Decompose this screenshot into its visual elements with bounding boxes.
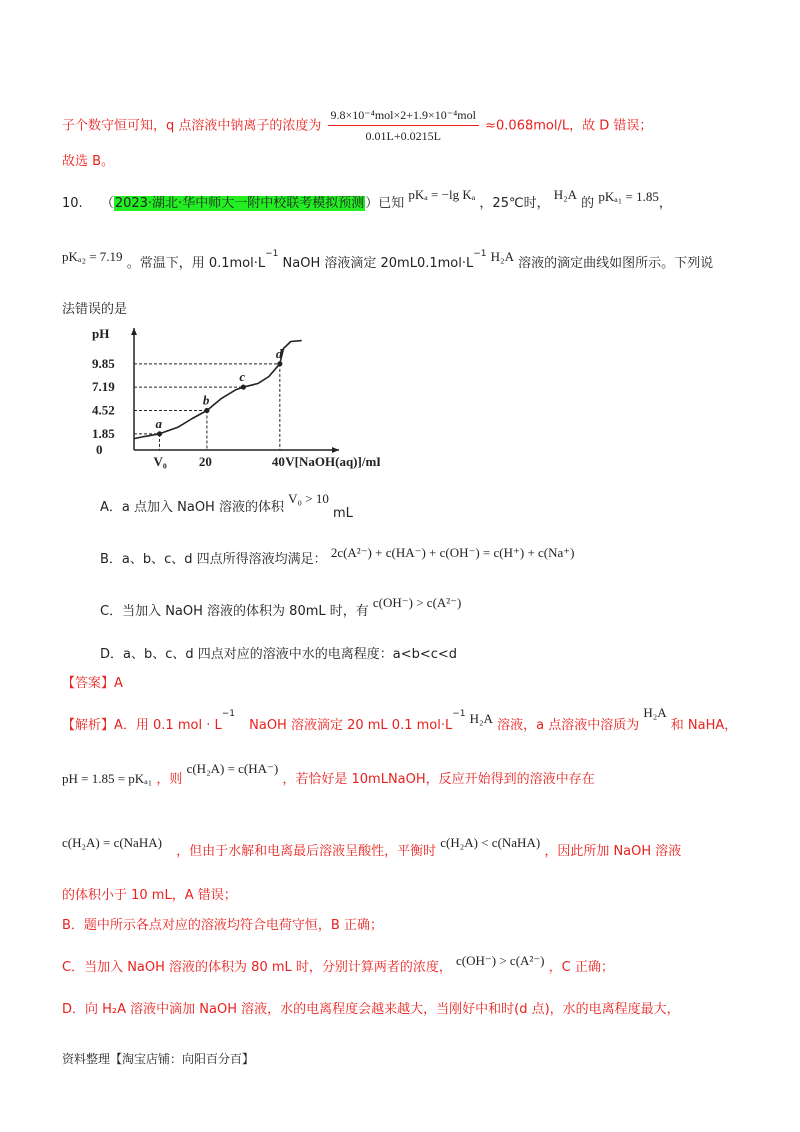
question-text-e3: 溶液的滴定曲线如图所示。下列说 xyxy=(518,256,714,271)
option-b xyxy=(100,545,575,567)
analysis-p6-a: C．当加入 NaOH 溶液的体积为 80 mL 时，分别计算两者的浓度， xyxy=(62,960,452,975)
option-c xyxy=(100,595,462,619)
analysis-option-c-math: c(OH⁻) > c(A²⁻) xyxy=(456,953,545,968)
analysis-line-4: 的体积小于 10 mL，A 错误； xyxy=(62,888,237,903)
option-c-text: C．当加入 NaOH 溶液的体积为 80mL 时，有 xyxy=(100,604,369,619)
top-line-1-pre: 子个数守恒可知，q 点溶液中钠离子的浓度为 xyxy=(62,118,322,134)
analysis-p6-b: ，C 正确； xyxy=(548,960,614,975)
analysis-p3-b: ，因此所加 NaOH 溶液 xyxy=(544,844,682,859)
option-b-text: B．a、b、c、d 四点所得溶液均满足： xyxy=(100,552,327,567)
analysis-sup-1: −1 xyxy=(221,708,235,719)
x-axis-label: V[NaOH(aq)]/mL xyxy=(285,454,380,469)
question-text-e2: NaOH 溶液滴定 20mL0.1mol·L xyxy=(282,256,474,271)
analysis-line-2 xyxy=(62,761,595,787)
point-label-a: a xyxy=(155,415,163,431)
option-d: D．a、b、c、d 四点对应的溶液中水的电离程度：a<b<c<d xyxy=(100,647,458,662)
analysis-line-7: D．向 H₂A 溶液中滴加 NaOH 溶液，水的电离程度会越来越大，当刚好中和时(d 点)，水的电离程度最大， xyxy=(62,1002,680,1017)
analysis-line-1 xyxy=(62,705,738,733)
y-tick-label-1: 1.85 xyxy=(92,425,115,441)
question-text-d: ， xyxy=(658,196,672,211)
analysis-p1-a: 【解析】A．用 0.1 mol · L xyxy=(62,718,222,733)
sodium-concentration-fraction xyxy=(328,108,479,144)
option-b-math: 2c(A²⁻) + c(HA⁻) + c(OH⁻) = c(H⁺) + c(Na⁺) xyxy=(330,545,575,560)
question-number: 10. xyxy=(62,196,83,211)
option-a-text: A．a 点加入 NaOH 溶液的体积 xyxy=(100,500,284,515)
analysis-sup-2: −1 xyxy=(452,708,466,719)
x-axis-arrow xyxy=(332,447,339,453)
titration-chart xyxy=(90,320,380,470)
analysis-conc-h2a-nahA: c(H₂A) = c(NaHA) xyxy=(62,835,162,850)
question-text-b: ，25℃时， xyxy=(479,196,550,211)
analysis-p1-d: 和 NaHA， xyxy=(670,718,738,733)
question-source-highlight: 2023·湖北·华中师大一附中校联考模拟预测 xyxy=(114,196,365,211)
analysis-h2a: H₂A xyxy=(469,711,493,726)
origin-label: 0 xyxy=(96,442,103,457)
analysis-conc-less: c(H₂A) < c(NaHA) xyxy=(440,835,541,850)
x-tick-label-0: V₀ xyxy=(153,454,167,469)
top-line-1-post: ≈0.068mol/L，故 D 错误； xyxy=(485,118,653,134)
option-c-math: c(OH⁻) > c(A²⁻) xyxy=(372,595,462,610)
question-line-3: 法错误的是 xyxy=(62,302,128,317)
option-a-math: V₀ > 10 xyxy=(288,491,329,506)
point-label-b: b xyxy=(202,392,210,408)
x-tick-label-1: 20 xyxy=(198,454,212,469)
analysis-conc-equal: c(H₂A) = c(HA⁻) xyxy=(186,761,279,776)
analysis-h2a-2: H₂A xyxy=(643,705,667,720)
question-line-2 xyxy=(62,248,714,271)
pk-definition: pKₐ = −lg Kₐ xyxy=(408,187,476,202)
pka2-value: pKₐ₂ = 7.19 xyxy=(62,249,123,264)
analysis-line-6 xyxy=(62,953,614,975)
y-tick-label-3: 7.19 xyxy=(92,379,115,395)
h2a-formula: H₂A xyxy=(553,187,578,202)
y-tick-label-2: 4.52 xyxy=(92,402,115,418)
point-b xyxy=(204,408,209,413)
analysis-p1-b: NaOH 溶液滴定 20 mL 0.1 mol·L xyxy=(249,718,453,733)
analysis-p2-a: ，则 xyxy=(156,772,183,787)
titration-chart-svg xyxy=(90,320,380,470)
point-label-d: d xyxy=(275,345,283,361)
y-tick-label-4: 9.85 xyxy=(92,355,115,371)
question-line-1: 10. （2023·湖北·华中师大一附中校联考模拟预测）已知 pKₐ = −lg Kₐ ，25℃时， H₂A 的 pKₐ₁ = 1.85， xyxy=(62,187,672,211)
top-line-2: 故选 B。 xyxy=(62,154,115,169)
x-tick-label-2: 40 xyxy=(271,454,285,469)
question-text-e: 。常温下，用 0.1mol·L xyxy=(126,256,266,271)
fraction-numerator: 9.8×10⁻⁴mol×2+1.9×10⁻⁴mol xyxy=(328,108,479,126)
y-axis-arrow xyxy=(131,328,137,335)
option-a xyxy=(100,491,353,521)
fraction-denominator: 0.01L+0.0215L xyxy=(365,129,441,143)
y-axis-label: pH xyxy=(92,326,110,341)
analysis-line-3 xyxy=(62,835,682,859)
point-label-c: c xyxy=(239,369,246,385)
answer-label: 【答案】A xyxy=(62,676,123,691)
point-d xyxy=(277,361,282,366)
analysis-p2-b: ，若恰好是 10mLNaOH，反应开始得到的溶液中存在 xyxy=(282,772,595,787)
question-text-a: ）已知 xyxy=(365,196,405,211)
top-line-1 xyxy=(62,108,652,144)
question-text-c: 的 xyxy=(581,196,595,211)
analysis-line-5: B．题中所示各点对应的溶液均符合电荷守恒，B 正确； xyxy=(62,918,383,933)
analysis-p3-a: ，但由于水解和电离最后溶液呈酸性，平衡时 xyxy=(176,844,437,859)
footer-text: 资料整理【淘宝店铺：向阳百分百】 xyxy=(62,1052,255,1066)
analysis-p1-c: 溶液，a 点溶液中溶质为 xyxy=(497,718,640,733)
superscript-minus-one-2: −1 xyxy=(473,248,487,259)
analysis-ph-equation: pH = 1.85 = pKₐ₁ xyxy=(62,771,153,786)
point-a xyxy=(157,431,162,436)
pka1-value: pKₐ₁ = 1.85 xyxy=(598,189,659,204)
h2a-formula-2: H₂A xyxy=(490,249,514,264)
option-a-unit: mL xyxy=(333,506,353,521)
superscript-minus-one: −1 xyxy=(265,248,279,259)
point-c xyxy=(241,384,246,389)
